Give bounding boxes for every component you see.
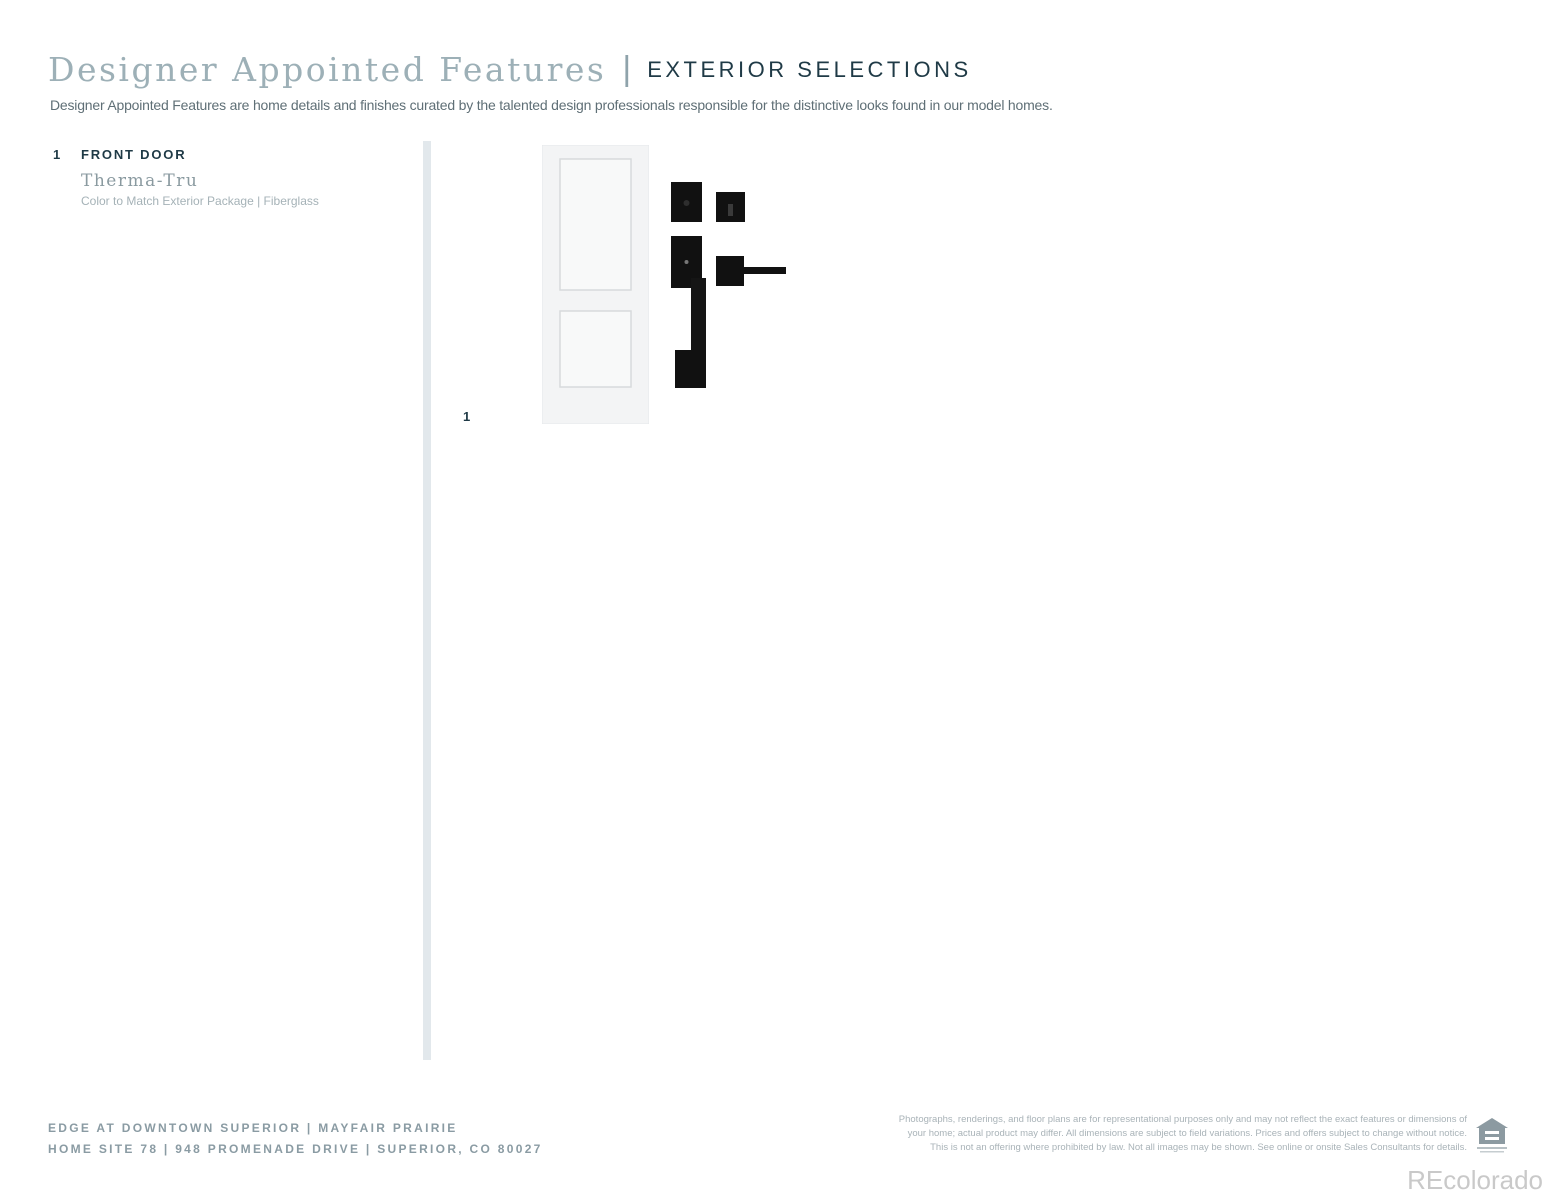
feature-spec: Color to Match Exterior Package | Fiberglass (81, 194, 319, 208)
page-header (48, 50, 972, 89)
feature-label: FRONT DOOR (81, 147, 187, 162)
page-description: Designer Appointed Features are home details and finishes curated by the talented design professionals responsible for the distinctive looks found in our model homes. (50, 97, 1053, 113)
disclaimer-line: your home; actual product may differ. All dimensions are subject to field variations. Prices and offers subject to change without notice. (907, 1128, 1467, 1139)
legal-disclaimer (767, 1113, 1467, 1155)
page-title: Designer Appointed Features (48, 50, 607, 89)
equal-housing-opportunity-icon (1474, 1116, 1510, 1159)
section-title: EXTERIOR SELECTIONS (647, 56, 972, 82)
title-separator: | (622, 50, 632, 88)
community-name: EDGE AT DOWNTOWN SUPERIOR | MAYFAIR PRAIRIE (48, 1121, 458, 1135)
feature-number: 1 (53, 147, 61, 162)
feature-brand: Therma-Tru (81, 171, 199, 191)
door-panel-icon (542, 145, 649, 429)
image-callout-number: 1 (463, 409, 471, 424)
footer-community-info (48, 1118, 543, 1160)
door-handleset-icon (666, 178, 791, 398)
disclaimer-line: This is not an offering where prohibited by law. Not all images may be shown. See online or onsite Sales Consultants for details. (930, 1142, 1467, 1153)
watermark-logo: REcolorado (1407, 1165, 1543, 1195)
column-divider (423, 141, 431, 1060)
disclaimer-line: Photographs, renderings, and floor plans are for representational purposes only and may not reflect the exact features or dimensions of (898, 1114, 1467, 1125)
home-site-address: HOME SITE 78 | 948 PROMENADE DRIVE | SUPERIOR, CO 80027 (48, 1142, 543, 1156)
